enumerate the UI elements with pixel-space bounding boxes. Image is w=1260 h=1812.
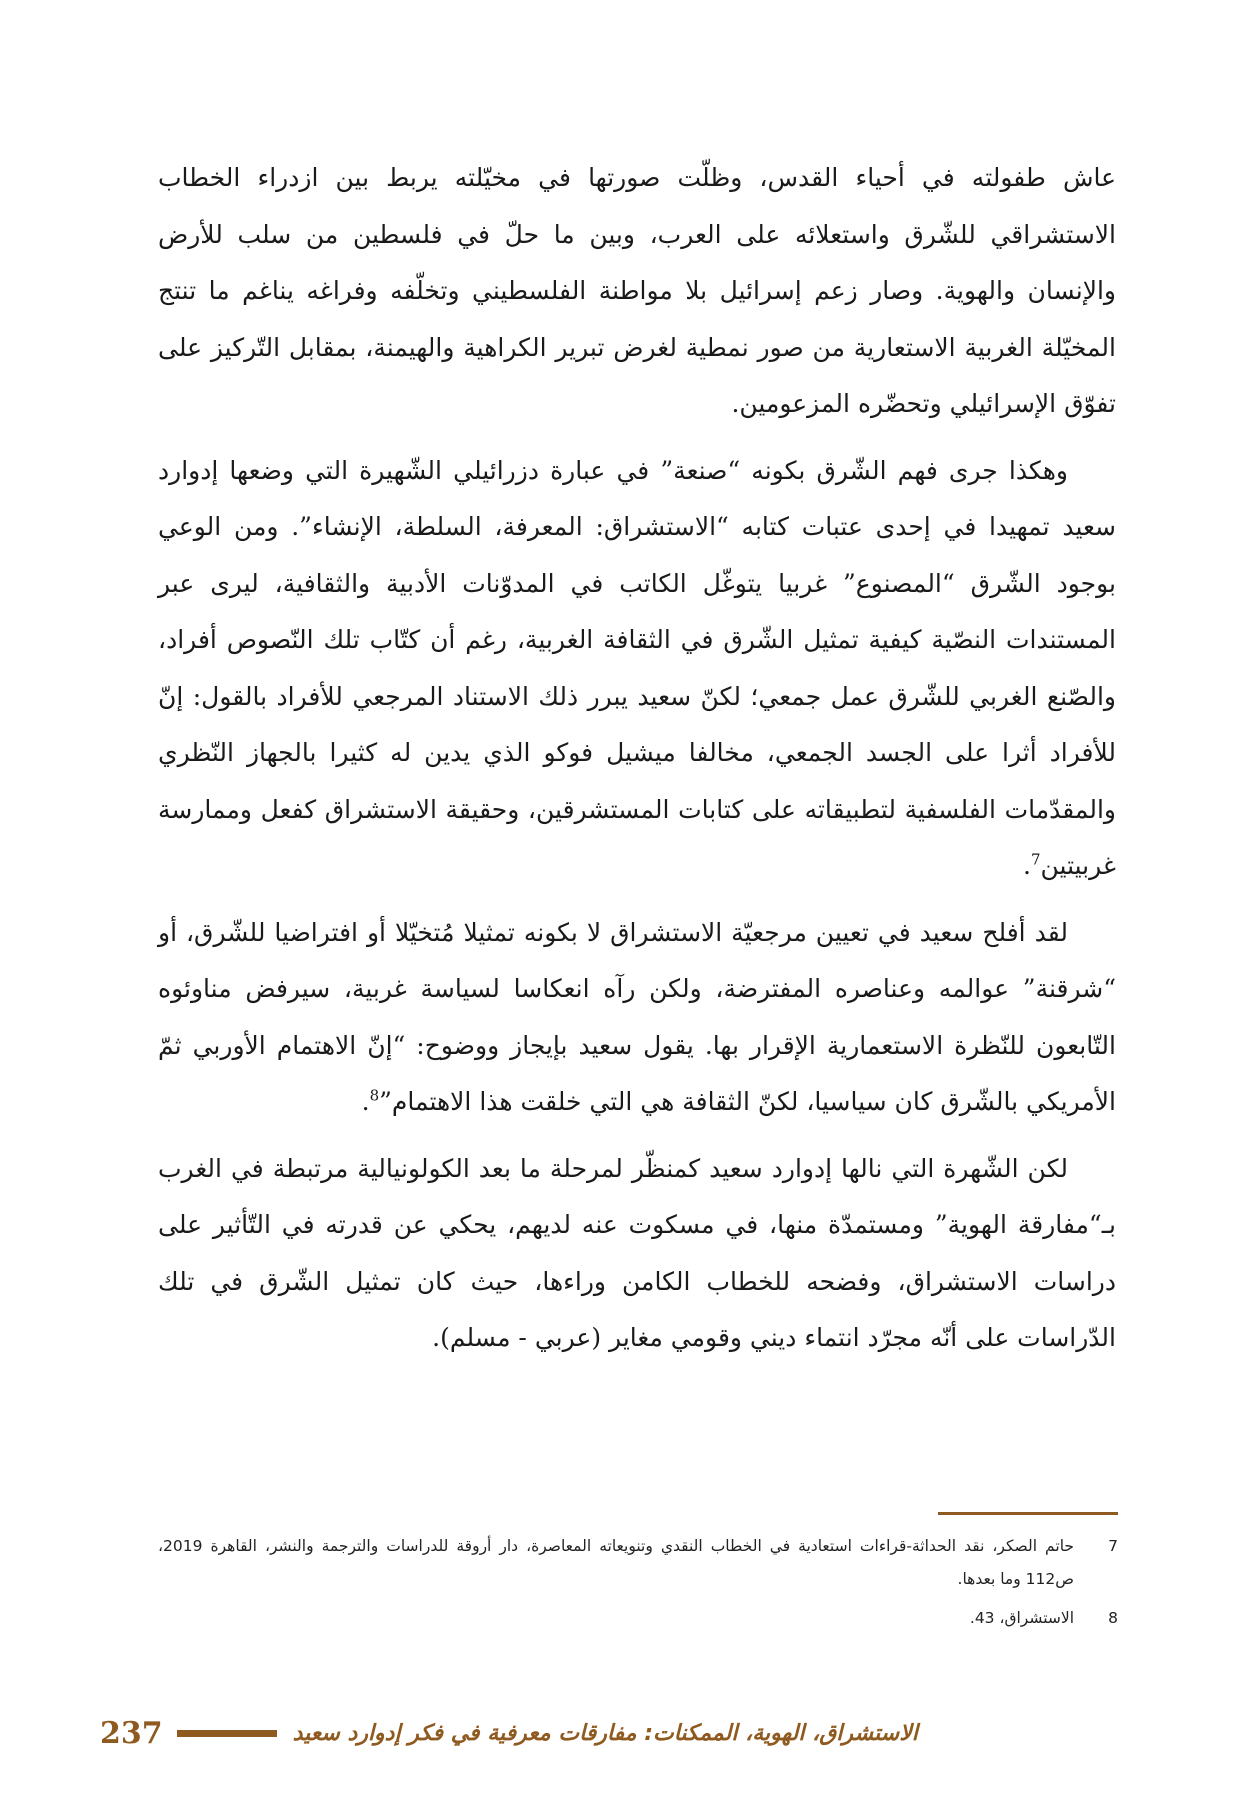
paragraph-2-end: . — [1023, 851, 1031, 880]
footnote-number: 7 — [1108, 1537, 1118, 1555]
paragraph-4-text: لكن الشّهرة التي نالها إدوارد سعيد كمنظّر لمرحلة ما بعد الكولونيالية مرتبطة في الغرب بـ“مفارقة الهوية” ومستمدّة منها، في مسكوت عنه لديهم، يحكي عن قدرته في التّأثير على دراسات الاستشراق، وفضحه للخطاب الكامن وراءها، حيث كان تمثيل الشّرق في تلك الدّراسات على أنّه مجرّد انتماء ديني وقومي مغاير (عربي - مسلم). — [158, 1153, 1116, 1352]
paragraph-1 — [158, 150, 1116, 433]
page-number: 237 — [100, 1715, 163, 1751]
paragraph-4 — [158, 1141, 1116, 1367]
paragraph-1-text: عاش طفولته في أحياء القدس، وظلّت صورتها في مخيّلته يربط بين ازدراء الخطاب الاستشراقي للشّرق واستعلائه على العرب، وبين ما حلّ في فلسطين من سلب للأرض والإنسان والهوية. وصار زعم إسرائيل بلا مواطنة الفلسطيني وتخلّفه وفراغه يناغم ما تنتج المخيّلة الغربية الاستعارية من صور نمطية لغرض تبرير الكراهية والهيمنة، بمقابل التّركيز على تفوّق الإسرائيلي وتحضّره المزعومين. — [158, 163, 1116, 418]
footnote-number: 8 — [1108, 1609, 1118, 1627]
footnote-ref-7: 7 — [1030, 850, 1041, 869]
footnote-text: الاستشراق، 43. — [969, 1609, 1074, 1627]
footnote-7 — [158, 1530, 1118, 1596]
paragraph-3-end: . — [361, 1087, 370, 1116]
paragraph-3 — [158, 905, 1116, 1131]
footnote-text: حاتم الصكر، نقد الحداثة-قراءات استعادية في الخطاب النقدي وتنويعاته المعاصرة، دار أروقة للدراسات والترجمة والنشر، القاهرة 2019، ص112 وما بعدها. — [158, 1537, 1074, 1588]
footnote-ref-8: 8 — [369, 1086, 380, 1105]
paragraph-2 — [158, 443, 1116, 895]
footnotes — [158, 1530, 1118, 1641]
footnote-8 — [158, 1602, 1118, 1635]
footnote-divider — [938, 1512, 1118, 1515]
running-title: الاستشراق، الهوية، الممكنات: مفارقات معرفية في فكر إدوارد سعيد — [292, 1720, 918, 1746]
main-text — [158, 150, 1116, 1377]
paragraph-3-text: لقد أفلح سعيد في تعيين مرجعيّة الاستشراق لا بكونه تمثيلا مُتخيّلا أو افتراضيا للشّرق، أو “شرقنة” عوالمه وعناصره المفترضة، ولكن رآه انعكاسا لسياسة غربية، سيرفض مناوئوه التّابعون للنّظرة الاستعمارية الإقرار بها. يقول سعيد بإيجاز ووضوح: “إنّ الاهتمام الأوربي ثمّ الأمريكي بالشّرق كان سياسيا، لكنّ الثقافة هي التي خلقت هذا الاهتمام” — [158, 917, 1116, 1116]
paragraph-2-text: وهكذا جرى فهم الشّرق بكونه “صنعة” في عبارة دزرائيلي الشّهيرة التي وضعها إدوارد سعيد تمهيدا في إحدى عتبات كتابه “الاستشراق: المعرفة، السلطة، الإنشاء”. ومن الوعي بوجود الشّرق “المصنوع” غربيا يتوغّل الكاتب في المدوّنات الأدبية والثقافية، ليرى عبر المستندات النصّية كيفية تمثيل الشّرق في الثقافة الغربية، رغم أن كتّاب تلك النّصوص أفراد، والصّنع الغربي للشّرق عمل جمعي؛ لكنّ سعيد يبرر ذلك الاستناد المرجعي للأفراد بالقول: إنّ للأفراد أثرا على الجسد الجمعي، مخالفا ميشيل فوكو الذي يدين له كثيرا بالجهاز النّظري والمقدّمات الفلسفية لتطبيقاته على كتابات المستشرقين، وحقيقة الاستشراق كفعل وممارسة غربيتين — [158, 455, 1116, 880]
footer-divider-bar — [177, 1730, 277, 1737]
page-footer — [100, 1708, 1100, 1758]
